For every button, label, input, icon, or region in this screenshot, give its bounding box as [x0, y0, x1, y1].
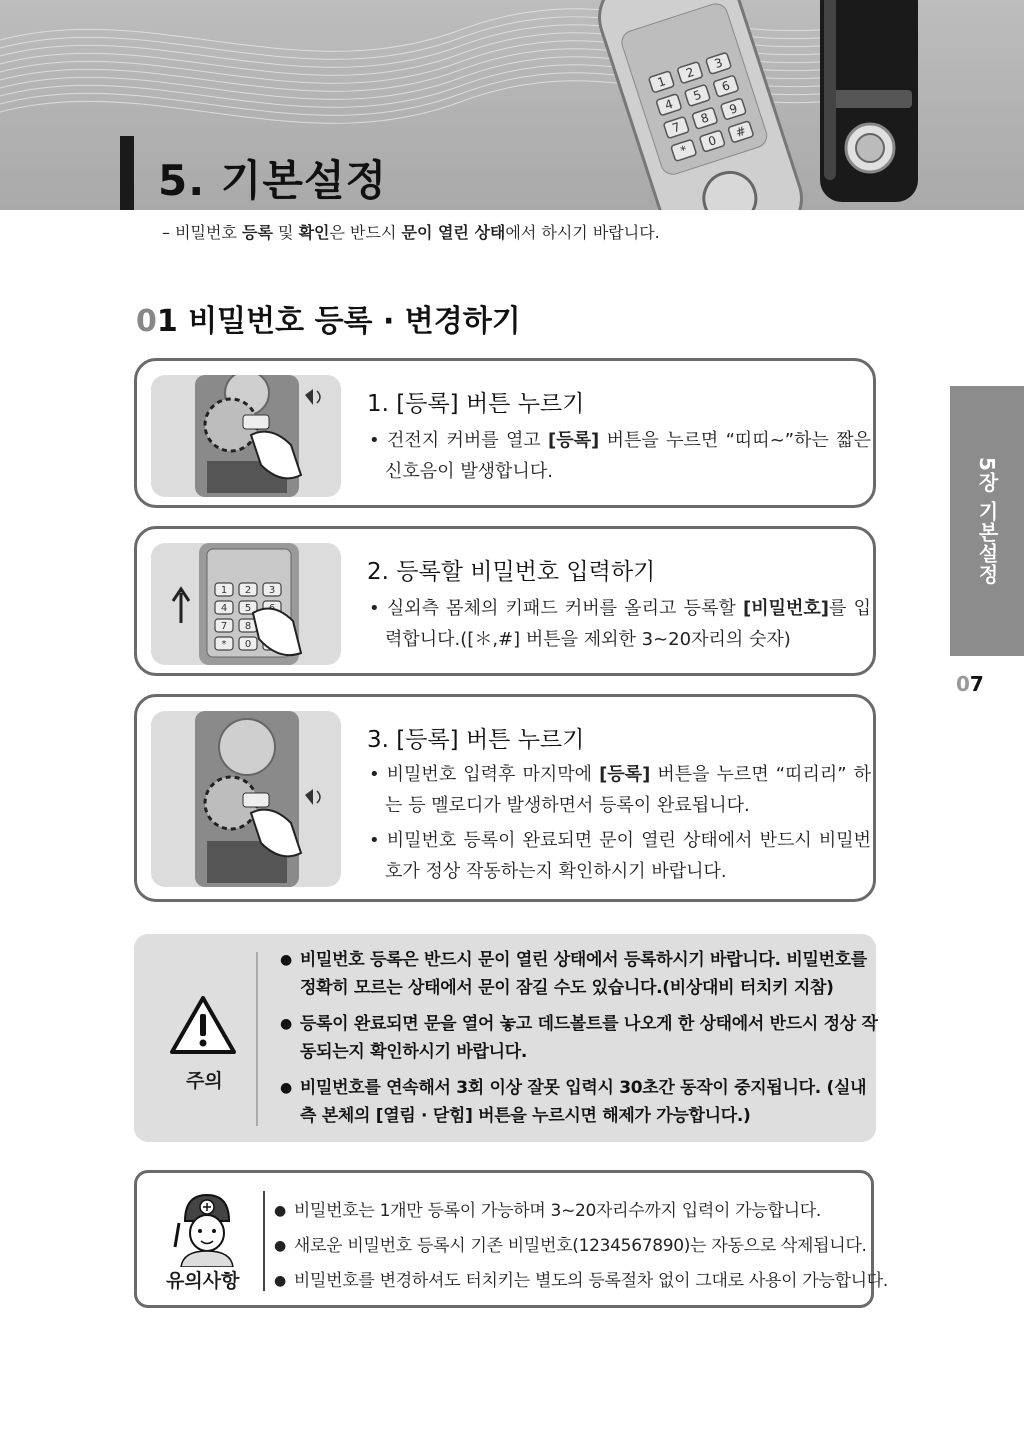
keypad-key-label: 6: [720, 78, 732, 94]
subtitle-emphasis: 등록: [242, 223, 273, 242]
bullet-text: • 비밀번호 등록이 완료되면 문이 열린 상태에서 반드시 비밀번호가 정상 작동하는지 확인하시기 바랍니다.: [369, 830, 871, 882]
note-item-3: [274, 1266, 888, 1291]
keypad-device-illustration: [590, 0, 830, 210]
page-number-prefix: 0: [956, 672, 970, 696]
step-3-bullet-1: [369, 759, 871, 821]
subtitle-emphasis: 문이 열린 상태: [401, 223, 506, 242]
keypad-key-label: 2: [684, 64, 696, 81]
keypad-key-label: 3: [712, 55, 725, 72]
caution-item-text: 등록이 완료되면 문을 열어 놓고 데드볼트를 나오게 한 상태에서 반드시 정상 작동되는지 확인하시기 바랍니다.: [299, 1014, 878, 1062]
step-1-bullet: [369, 425, 871, 487]
subtitle-text: 에서 하시기 바랍니다.: [505, 223, 660, 242]
chapter-tab-label: 5장 기본설정: [975, 457, 999, 585]
keypad-key-label: 1: [655, 74, 668, 90]
keypad-key-label: *: [678, 142, 689, 158]
page-number-value: 7: [969, 672, 984, 696]
bullet-emphasis: [비밀번호]: [743, 598, 830, 619]
bullet-text: 버튼을 누르면 “띠리리” 하는 등 멜로디가 발생하면서 등록이 완료됩니다.: [385, 764, 871, 816]
caution-label: 주의: [186, 1070, 223, 1092]
keypad-key-label: 1: [220, 584, 228, 596]
caution-divider: [256, 952, 258, 1126]
keypad-key-label: 8: [244, 620, 252, 632]
keypad-key-label: 9: [727, 101, 740, 117]
step-2-title: 2. 등록할 비밀번호 입력하기: [367, 559, 656, 585]
subtitle-text: – 비밀번호: [162, 223, 242, 242]
keypad-key-label: 0: [706, 133, 719, 149]
bullet-text: 버튼을 누르면 “띠띠~”하는 짧은 신호음이 발생합니다.: [385, 430, 871, 482]
bullet-dot-icon: ●: [280, 1016, 292, 1032]
page-number: [956, 672, 984, 696]
keypad-key-label: 5: [691, 87, 704, 104]
door-lock-device-illustration: [818, 0, 922, 204]
caution-item-text: 비밀번호 등록은 반드시 문이 열린 상태에서 등록하시기 바랍니다. 비밀번호를 정확히 모르는 상태에서 문이 잠길 수도 있습니다.(비상대비 터치키 지참): [299, 950, 867, 998]
note-item-text: 비밀번호를 변경하셔도 터치키는 별도의 등록절차 없이 그대로 사용이 가능합니다.: [293, 1271, 889, 1291]
bullet-emphasis: [등록]: [599, 764, 651, 785]
subtitle-text: 은 반드시: [329, 223, 402, 242]
section-number-prefix: 0: [136, 304, 157, 339]
title-accent-bar: [120, 136, 134, 210]
bullet-text: 를 입력합니다.([＊,#] 버튼을 제외한 3~20자리의 숫자): [385, 598, 872, 650]
bullet-text: • 실외측 몸체의 키패드 커버를 올리고 등록할: [369, 598, 744, 619]
subtitle-emphasis: 확인: [298, 223, 330, 242]
note-item-2: [274, 1231, 867, 1256]
keypad-key-label: 8: [699, 110, 711, 127]
bullet-dot-icon: ●: [280, 1080, 292, 1096]
note-label: 유의사항: [166, 1270, 240, 1292]
step-1-illustration: [151, 375, 341, 497]
caution-item-3: [280, 1074, 878, 1130]
section-number: 1: [156, 304, 178, 339]
keypad-key-label: #: [733, 123, 748, 141]
chapter-side-tab: [950, 386, 1024, 656]
note-item-text: 새로운 비밀번호 등록시 기존 비밀번호(1234567890)는 자동으로 삭제됩니다.: [293, 1236, 867, 1256]
step-2-illustration: [151, 543, 341, 665]
keypad-key-label: *: [221, 638, 227, 650]
bullet-dot-icon: ●: [280, 952, 292, 968]
keypad-key-label: 5: [244, 602, 252, 614]
header-subtitle: [162, 220, 660, 243]
page-title: 5. 기본설정: [158, 156, 388, 205]
note-item-text: 비밀번호는 1개만 등록이 가능하며 3~20자리수까지 입력이 가능합니다.: [293, 1201, 821, 1221]
caution-item-1: [280, 946, 878, 1002]
step-2-bullet: [369, 593, 871, 655]
keypad-key-label: 3: [268, 584, 276, 596]
caution-item-2: [280, 1010, 878, 1066]
step-3-bullet-2: [369, 825, 871, 887]
note-item-1: [274, 1196, 821, 1221]
keypad-key-label: 0: [244, 638, 252, 650]
warning-triangle-icon: [168, 994, 238, 1056]
bullet-dot-icon: ●: [274, 1203, 286, 1219]
step-card-1: [134, 358, 876, 508]
section-heading: [136, 296, 521, 340]
keypad-key-label: 4: [663, 96, 675, 113]
bullet-text: • 건전지 커버를 열고: [369, 430, 549, 451]
bullet-dot-icon: ●: [274, 1273, 286, 1289]
step-3-illustration: [151, 711, 341, 887]
step-3-title: 3. [등록] 버튼 누르기: [367, 727, 585, 753]
section-title-text: 비밀번호 등록 · 변경하기: [188, 304, 521, 339]
bullet-text: • 비밀번호 입력후 마지막에: [369, 764, 600, 785]
keypad-key-label: 4: [220, 602, 228, 614]
bullet-dot-icon: ●: [274, 1238, 286, 1254]
subtitle-text: 및: [272, 223, 299, 242]
keypad-key-label: 7: [670, 119, 683, 136]
note-divider: [263, 1191, 265, 1291]
step-card-2: [134, 526, 876, 676]
caution-item-text: 비밀번호를 연속해서 3회 이상 잘못 입력시 30초간 동작이 중지됩니다. (실내측 본체의 [열림 · 닫힘] 버튼을 누르시면 해제가 가능합니다.): [299, 1078, 867, 1126]
bullet-emphasis: [등록]: [548, 430, 600, 451]
step-1-title: 1. [등록] 버튼 누르기: [367, 391, 585, 417]
keypad-key-label: 7: [220, 620, 228, 632]
worker-character-icon: [167, 1187, 247, 1267]
keypad-key-label: 2: [244, 584, 252, 596]
page-header: [0, 0, 1024, 210]
step-card-3: [134, 694, 876, 902]
